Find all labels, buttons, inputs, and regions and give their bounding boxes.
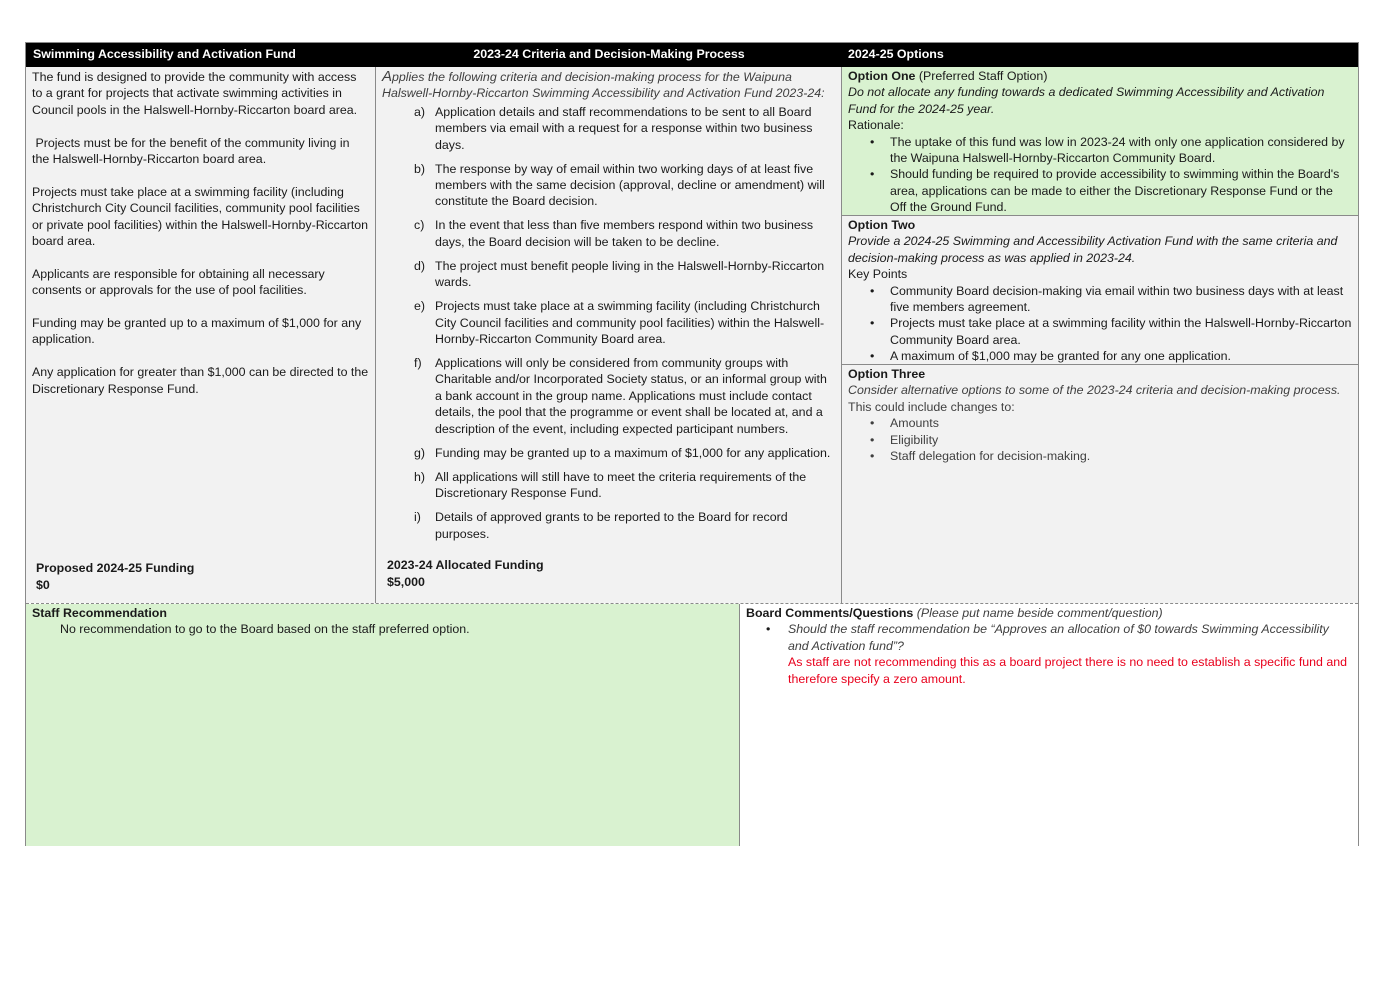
criteria-marker: i) xyxy=(414,510,421,525)
bottom-row xyxy=(26,603,1358,846)
criteria-item xyxy=(382,469,833,502)
staff-recommendation xyxy=(26,604,740,846)
option-three-title: Option Three xyxy=(848,367,926,381)
criteria-text: Funding may be granted up to a maximum of $1,000 for any application. xyxy=(435,445,831,460)
criteria-intro xyxy=(382,69,833,102)
option-three-subheading: This could include changes to: xyxy=(848,399,1015,414)
staff-recommendation-title: Staff Recommendation xyxy=(32,606,167,620)
criteria-item xyxy=(382,161,833,210)
board-comments xyxy=(740,604,1358,846)
header-fund-name: Swimming Accessibility and Activation Fund xyxy=(26,43,376,67)
allocated-funding-label: 2023-24 Allocated Funding xyxy=(387,558,544,573)
criteria-column xyxy=(376,67,842,603)
option-one xyxy=(842,67,1358,216)
list-item: • Community Board decision-making via email within two business days with at least five members agreement. xyxy=(848,283,1352,316)
list-item: • A maximum of $1,000 may be granted for any one application. xyxy=(848,348,1352,364)
criteria-item xyxy=(382,217,833,250)
option-two-bullets xyxy=(848,283,1352,365)
criteria-item xyxy=(382,298,833,347)
option-one-title xyxy=(848,68,1352,84)
option-two-subheading: Key Points xyxy=(848,267,908,282)
criteria-text: The response by way of email within two working days of at least five members with the same decision (approval, decline or amendment) will constitute the Board decision. xyxy=(435,161,825,209)
criteria-intro-text: pplies the following criteria and decision-making process for the Waipuna Halswell-Hornby-Riccarton Swimming Accessibility and Activation Fund 2023-24: xyxy=(382,70,825,101)
allocated-funding xyxy=(387,557,544,590)
criteria-item xyxy=(382,509,833,542)
option-one-description: Do not allocate any funding towards a dedicated Swimming Accessibility and Activation Fund for the 2024-25 year. xyxy=(848,85,1325,116)
fund-paragraph: The fund is designed to provide the community with access to a grant for projects that activate swimming activities in Council pools in the Halswell-Hornby-Riccarton board area. xyxy=(32,70,358,117)
criteria-marker: h) xyxy=(414,469,426,484)
criteria-intro-cap: A xyxy=(382,68,393,85)
proposed-funding xyxy=(36,560,194,593)
criteria-marker: d) xyxy=(414,258,426,273)
criteria-text: Applications will only be considered from community groups with Charitable and/or Incorporated Society status, or an informal group with a bank account in the group name. Applications must include contact details, the pool that the programme or event shall be located at, and a description of the event, including expected participant numbers. xyxy=(435,356,827,436)
option-three-desc-rest: to some of the 2023-24 criteria and decision-making process. xyxy=(1001,383,1341,398)
header-options: 2024-25 Options xyxy=(842,43,1358,67)
allocated-funding-value: $5,000 xyxy=(387,574,425,589)
list-item: • Projects must take place at a swimming facility within the Halswell-Hornby-Riccarton Community Board area. xyxy=(848,315,1352,348)
staff-recommendation-text: No recommendation to go to the Board based on the staff preferred option. xyxy=(60,622,470,637)
criteria-marker: g) xyxy=(414,445,426,460)
criteria-item xyxy=(382,355,833,437)
list-item: • Eligibility xyxy=(848,432,1352,448)
fund-paragraph: Funding may be granted up to a maximum of $1,000 for any application. xyxy=(32,316,362,347)
criteria-text: In the event that less than five members respond within two business days, the Board decision will be taken to be decline. xyxy=(435,218,814,249)
option-three-desc-emph: Consider alternative options xyxy=(848,383,1002,398)
fund-paragraph: Projects must be for the benefit of the community living in the Halswell-Hornby-Riccarton board area. xyxy=(32,135,353,167)
fund-paragraph: Applicants are responsible for obtaining all necessary consents or approvals for the use of pool facilities. xyxy=(32,266,325,298)
option-one-heading: Option One xyxy=(848,69,916,83)
board-comments-list xyxy=(746,621,1352,687)
criteria-text: Projects must take place at a swimming facility (including Christchurch City Council facilities and community pool facilities) within the Halswell-Hornby-Riccarton Community Board area. xyxy=(435,299,825,347)
board-comments-heading: Board Comments/Questions xyxy=(746,606,914,620)
list-item xyxy=(746,621,1352,687)
fund-description-column xyxy=(26,67,376,603)
list-item: • Amounts xyxy=(848,415,1352,431)
board-question: • Should the staff recommendation be “Approves an allocation of $0 towards Swimming Accessibility and Activation fund”? xyxy=(788,622,1329,653)
list-item: • Should funding be required to provide accessibility to swimming within the Board's area, applications can be made to either the Discretionary Response Fund or the Off the Ground Fund. xyxy=(848,166,1352,215)
criteria-item xyxy=(382,104,833,153)
board-answer: As staff are not recommending this as a board project there is no need to establish a specific fund and therefore specify a zero amount. xyxy=(788,655,1348,686)
option-two-title: Option Two xyxy=(848,218,916,232)
criteria-text: Application details and staff recommendations to be sent to all Board members via email with a request for a response within two business days. xyxy=(435,104,813,152)
proposed-funding-label: Proposed 2024-25 Funding xyxy=(36,561,195,576)
option-two xyxy=(842,216,1358,365)
criteria-marker: e) xyxy=(414,299,426,314)
option-one-subheading: Rationale: xyxy=(848,118,904,133)
criteria-text: The project must benefit people living in the Halswell-Hornby-Riccarton wards. xyxy=(435,258,825,290)
list-item: • The uptake of this fund was low in 2023-24 with only one application considered by the Waipuna Halswell-Hornby-Riccarton Community Board. xyxy=(848,134,1352,167)
fund-paragraph: Any application for greater than $1,000 can be directed to the Discretionary Response Fund. xyxy=(32,365,369,396)
criteria-marker: a) xyxy=(414,104,426,119)
criteria-text: Details of approved grants to be reported to the Board for record purposes. xyxy=(435,510,788,541)
option-three-description xyxy=(848,382,1352,398)
fund-paragraph: Projects must take place at a swimming facility (including Christchurch City Council facilities, community pool facilities or private pool facilities) within the Halswell-Hornby-Riccarton board area. xyxy=(32,184,369,249)
criteria-list xyxy=(382,104,833,542)
criteria-marker: c) xyxy=(414,218,425,233)
criteria-marker: b) xyxy=(414,161,426,176)
criteria-marker: f) xyxy=(414,356,422,371)
option-one-note: (Preferred Staff Option) xyxy=(915,69,1048,83)
option-one-bullets xyxy=(848,134,1352,216)
option-three xyxy=(842,365,1358,464)
board-comments-note: (Please put name beside comment/question) xyxy=(913,606,1163,620)
list-item: • Staff delegation for decision-making. xyxy=(848,448,1352,464)
options-table xyxy=(25,42,1359,846)
proposed-funding-value: $0 xyxy=(36,577,50,592)
criteria-item xyxy=(382,445,833,461)
option-three-bullets xyxy=(848,415,1352,464)
header-criteria: 2023-24 Criteria and Decision-Making Process xyxy=(376,43,842,67)
options-column xyxy=(842,67,1358,603)
board-comments-title xyxy=(746,605,1352,621)
option-two-description: Provide a 2024-25 Swimming and Accessibility Activation Fund with the same criteria and decision-making process as was applied in 2023-24. xyxy=(848,234,1338,265)
criteria-item xyxy=(382,258,833,291)
criteria-text: All applications will still have to meet the criteria requirements of the Discretionary Response Fund. xyxy=(435,469,807,501)
